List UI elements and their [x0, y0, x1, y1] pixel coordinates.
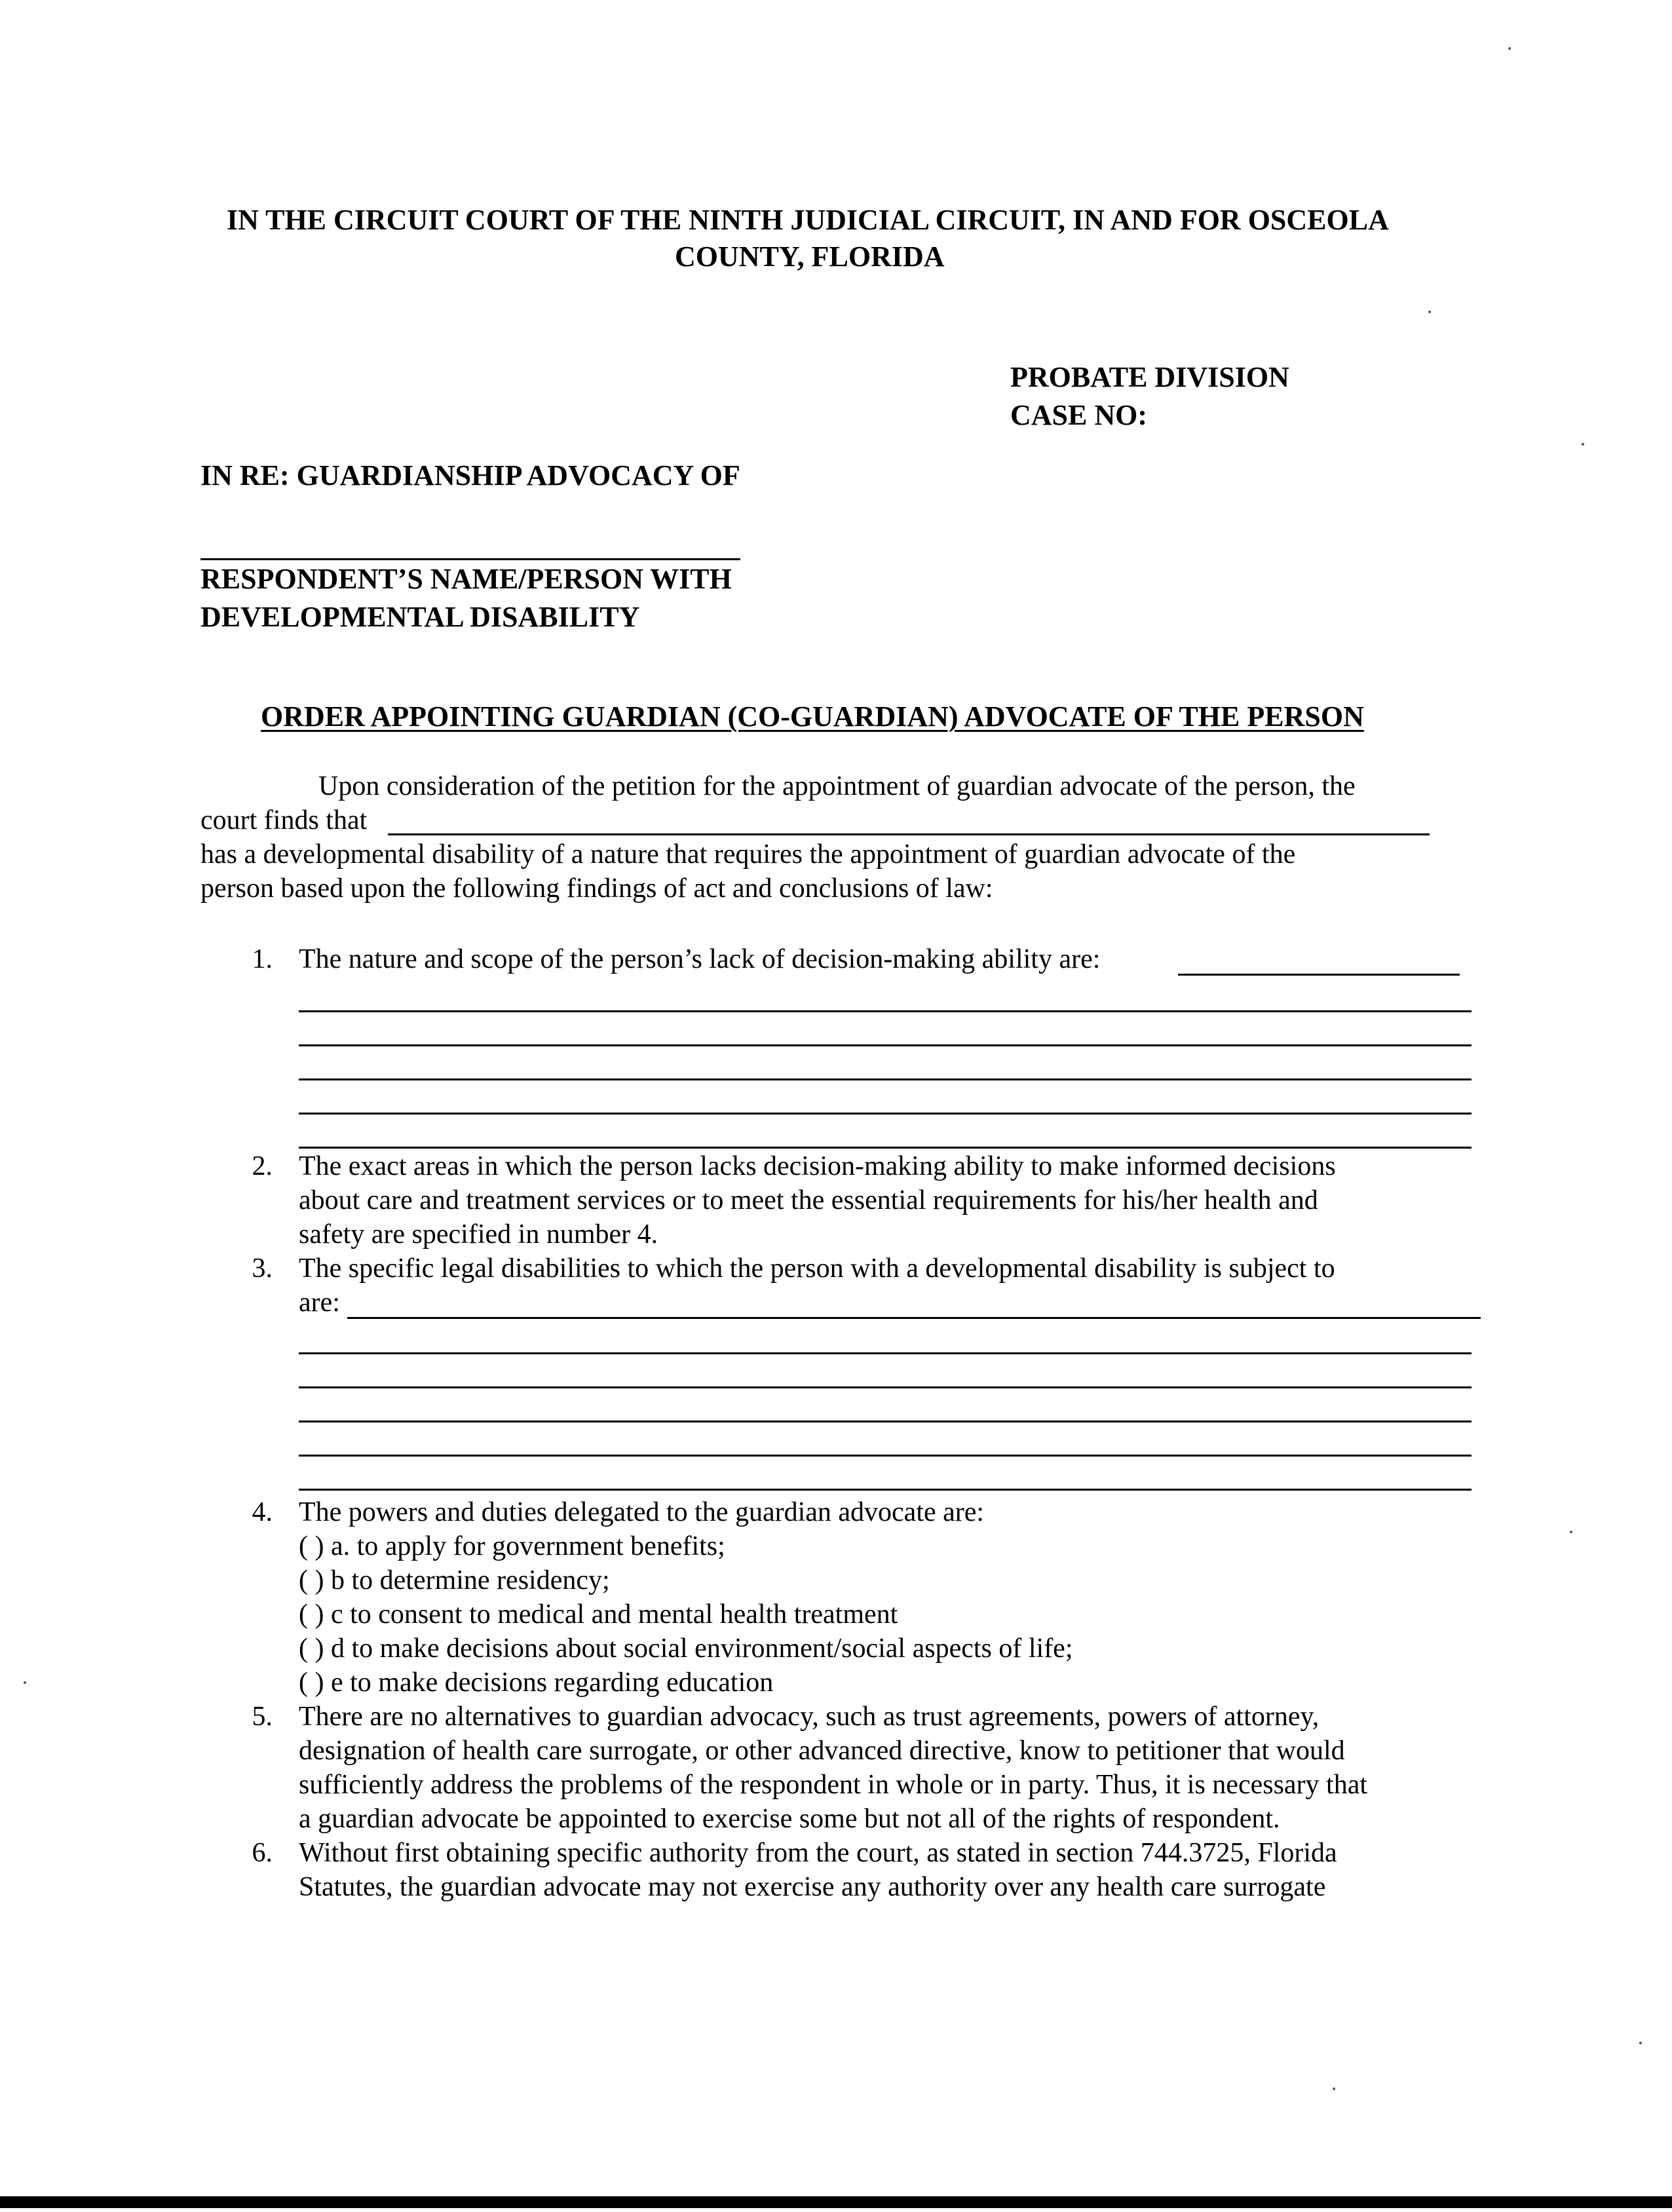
case-no-label: CASE NO: — [1010, 399, 1148, 431]
item-3-answer-line-3[interactable] — [299, 1421, 1472, 1422]
intro-line2: court finds that — [200, 805, 368, 835]
scan-speck — [1570, 1531, 1572, 1533]
item-3-answer-line-0[interactable] — [347, 1317, 1481, 1319]
item-3-line2: are: — [299, 1287, 340, 1318]
order-title: ORDER APPOINTING GUARDIAN (CO-GUARDIAN) ADVOCATE OF THE PERSON — [261, 700, 1364, 733]
item-4-option-d[interactable]: ( ) d to make decisions about social environment/social aspects of life; — [299, 1633, 1073, 1664]
item-1-answer-line-2[interactable] — [299, 1044, 1472, 1046]
court-header-line1: IN THE CIRCUIT COURT OF THE NINTH JUDICIAL CIRCUIT, IN AND FOR OSCEOLA — [227, 204, 1389, 236]
item-4-text: The powers and duties delegated to the guardian advocate are: — [299, 1497, 985, 1527]
scan-bottom-bar — [0, 2196, 1672, 2208]
item-6-number: 6. — [252, 1838, 273, 1868]
scan-speck — [1428, 311, 1431, 313]
item-3-answer-line-2[interactable] — [299, 1386, 1472, 1388]
item-4-option-c[interactable]: ( ) c to consent to medical and mental health treatment — [299, 1599, 898, 1630]
scan-speck — [1582, 443, 1584, 446]
item-4-option-e[interactable]: ( ) e to make decisions regarding education — [299, 1668, 774, 1698]
item-1-answer-line-0[interactable] — [1178, 974, 1460, 976]
scan-speck — [1639, 2042, 1642, 2044]
item-2-line3: safety are specified in number 4. — [299, 1219, 658, 1249]
scan-speck — [1508, 47, 1511, 50]
item-3-number: 3. — [252, 1253, 273, 1284]
item-4-option-b[interactable]: ( ) b to determine residency; — [299, 1565, 610, 1595]
item-3-answer-line-1[interactable] — [299, 1352, 1472, 1354]
scan-speck — [1333, 2088, 1335, 2090]
respondent-label-line2: DEVELOPMENTAL DISABILITY — [200, 601, 640, 633]
in-re-heading: IN RE: GUARDIANSHIP ADVOCACY OF — [200, 459, 740, 491]
respondent-finding-line[interactable] — [388, 833, 1430, 835]
item-1-number: 1. — [252, 944, 273, 974]
item-3-answer-line-4[interactable] — [299, 1455, 1472, 1457]
item-1-answer-line-1[interactable] — [299, 1010, 1472, 1012]
item-6-line2: Statutes, the guardian advocate may not exercise any authority over any health care surrogate — [299, 1872, 1326, 1902]
item-1-text: The nature and scope of the person’s lack of decision-making ability are: — [299, 944, 1101, 974]
intro-line1: Upon consideration of the petition for the appointment of guardian advocate of the person, the — [318, 771, 1356, 801]
item-6-line1: Without first obtaining specific authority from the court, as stated in section 744.3725, Florida — [299, 1838, 1337, 1868]
intro-line4: person based upon the following findings of act and conclusions of law: — [200, 873, 993, 904]
item-5-line1: There are no alternatives to guardian advocacy, such as trust agreements, powers of attorney, — [299, 1702, 1320, 1732]
item-4-option-a[interactable]: ( ) a. to apply for government benefits; — [299, 1531, 725, 1561]
item-2-line2: about care and treatment services or to meet the essential requirements for his/her health and — [299, 1185, 1318, 1215]
item-2-number: 2. — [252, 1151, 273, 1181]
item-1-answer-line-5[interactable] — [299, 1147, 1472, 1149]
item-3-answer-line-5[interactable] — [299, 1489, 1472, 1491]
item-5-line2: designation of health care surrogate, or other advanced directive, know to petitioner that would — [299, 1736, 1345, 1766]
item-1-answer-line-3[interactable] — [299, 1078, 1472, 1080]
item-1-answer-line-4[interactable] — [299, 1113, 1472, 1115]
intro-line3: has a developmental disability of a nature that requires the appointment of guardian advocate of the — [200, 839, 1296, 869]
court-header-line2: COUNTY, FLORIDA — [675, 240, 945, 273]
item-2-line1: The exact areas in which the person lacks decision-making ability to make informed decisions — [299, 1151, 1336, 1181]
item-3-line1: The specific legal disabilities to which the person with a developmental disability is subject to — [299, 1253, 1335, 1284]
item-5-line3: sufficiently address the problems of the respondent in whole or in party. Thus, it is necessary that — [299, 1770, 1368, 1800]
item-4-number: 4. — [252, 1497, 273, 1527]
scan-speck — [24, 1681, 26, 1684]
probate-division-label: PROBATE DIVISION — [1010, 361, 1289, 393]
respondent-label-line1: RESPONDENT’S NAME/PERSON WITH — [200, 563, 732, 595]
item-5-line4: a guardian advocate be appointed to exercise some but not all of the rights of respondent. — [299, 1804, 1280, 1834]
item-5-number: 5. — [252, 1702, 273, 1732]
